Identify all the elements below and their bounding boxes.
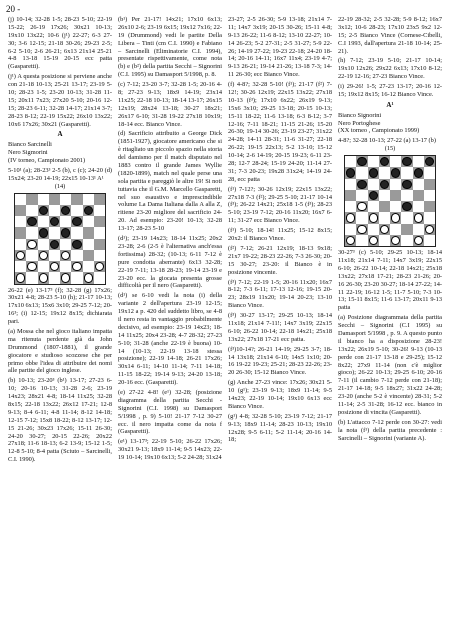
board-square	[413, 212, 424, 223]
board-square	[401, 156, 412, 167]
note-i: (i) 29-26! 1-5; 27-23 13-17; 20-16 12-15; 19x12 8x15; 16-12 Bianco Vince.	[338, 83, 442, 99]
black-piece	[84, 206, 93, 215]
board-square	[368, 156, 379, 167]
note-g1-cont: 22-19 28-32; 2-5 32-28; 5-9 8-12; 16x7 3x12; 10-6 28-23; 17x10 23x5 9x2 12-15; 2-5 Bianco Vince (Cornese-Cibelli, C.I 1993, dall'apertura 21-18 10-14; 25-21).	[338, 16, 442, 55]
note-f3: (f³) 7-12; 22-19 1-5; 20-16 11x20; 16x7 8-12; 7-3 6-11; 17-13 12-16; 19-15 20-23; 28x19 11x20; 19-14 20-23; 13-10 Bianco Vince.	[228, 278, 332, 310]
white-piece	[380, 225, 389, 234]
board-square	[60, 216, 71, 227]
note-b: (b) 10-13; 23-20³ (b¹) 13-17; 27-23 6-10; 20-16 10-13; 31-28 2-6; 23-19 14x23; 28x21 4-8; 18-14 11x25; 32-28 8x15; 22-18 13x22; 26x12 17-21; 12-8 9-13; 8-4 6-11; 4-8 11-14; 8-12 14-18; 12-15 7-12; 15x8 18-22; 8-12 13-17; 12-15 21-26; 30x23 17x26; 15-11 26-30; 24-20 30-27; 20-15 22-26; 20x22 27x18; 11-6 18-13; 6-2 13-9; 15-12 1-5; 12-8 5-10; 8-4 patta (Sciuto – Sarcinelli, C.I. 1990).	[8, 377, 112, 464]
board-square	[94, 216, 105, 227]
board-square	[356, 212, 367, 223]
white-piece	[369, 236, 378, 245]
board-square	[26, 239, 37, 250]
board-square	[94, 194, 105, 205]
white-piece	[357, 225, 366, 234]
black-piece	[39, 206, 48, 215]
column-2	[118, 16, 222, 462]
board-square	[401, 190, 412, 201]
board-square	[26, 261, 37, 272]
column-3	[228, 16, 332, 444]
black-piece	[50, 240, 59, 249]
board-square	[368, 167, 379, 178]
board-square	[413, 201, 424, 212]
black-piece	[414, 168, 423, 177]
board-square	[379, 224, 390, 235]
black-piece	[369, 191, 378, 200]
board-square	[49, 239, 60, 250]
board-square	[71, 250, 82, 261]
white-piece	[346, 213, 355, 222]
white-piece	[72, 262, 81, 271]
black-piece	[425, 157, 434, 166]
note-j1: (j¹) A questa posizione si perviene anche con 21-18 10-13; 25-21 13-17; 23-19 5-10; 28-23 1-5; 23-20 10-13; 31-28 11-15; 20x11 7x23; 27x20 5-10; 20-16 12-15; 28-23 6-11; 32-28 14-17; 21x14 3-7; 28-23 8-12; 22-19 15x22; 26x10 13x22; 10x6 17x26; 30x21 (Gasparetti).	[8, 73, 112, 128]
board-square	[424, 212, 435, 223]
board-square	[38, 216, 49, 227]
board-square	[379, 190, 390, 201]
board-square	[15, 216, 26, 227]
note-d-cont: (d¹); 23-19 14x23; 18-14 11x25; 20x2 23-28; 2-6 (2-5 è l'alternativa anch'essa fortissima) 28-32; (10-13; 6-11 7-12 è pure condotta aberrante) 6x13 32-28; 22-19 7-11; 13-18 28-23; 19-14 23-19 e 23-20 ecc. la giocata presenta grosse difficoltà per il nero (Gasparetti).	[118, 235, 222, 290]
black-piece	[50, 217, 59, 226]
board-square	[390, 167, 401, 178]
white-piece	[425, 225, 434, 234]
board-square	[345, 167, 356, 178]
board-square	[424, 201, 435, 212]
note-a: (a) Mossa che nel gioco italiano impatta ma ritenuta perdente già da John Drummond (1807-1881), il grande giocatore e studioso scozzese che per primo obbe l'idea di attribuire dei nomi alle partite del gioco inglese.	[8, 327, 112, 375]
checkers-board-14	[14, 193, 106, 285]
note-j: (j) 10-14; 32-28 1-5; 28-23 5-10; 22-19 15-22; 26-19 17x26; 30x21 10-13; 19x10 13x22; 10-6 (j¹) 22-27; 6-3 27-30; 3-6 12-15; 21-18 30-26; 29-23 2-5; 6-2 5-10; 2-6 26-21; 6x13 21x14 25-21 4-8 13-18 15-19 20-15 ecc patta (Gasparetti).	[8, 16, 112, 71]
white-piece	[95, 262, 104, 271]
diagram-number: (15)	[384, 145, 396, 153]
board-square	[60, 272, 71, 283]
white-piece	[39, 251, 48, 260]
board-square	[15, 250, 26, 261]
board-square	[390, 224, 401, 235]
white-piece	[61, 273, 70, 282]
board-square	[83, 227, 94, 238]
board-square	[390, 156, 401, 167]
board-square	[379, 156, 390, 167]
note-c: (c) 7-12; 23-20 3-7; 32-28 1-5; 20-16 4-8; 27-23 9-13; 18x9 14-19; 23x14 11x25; 22-18 10-13; 18-14 13-17; 26x15 12x19; 28x24 13-18; 30-27 18x21; 26x17 6-10; 31-28 19-22 27x18 10x19; 18-14 ecc. Bianco Vince.	[118, 81, 222, 128]
board-square	[413, 167, 424, 178]
board-square	[379, 167, 390, 178]
black-piece	[61, 206, 70, 215]
note-b: (b) L'attacco 7-12 perde con 30-27: vedi la nota (f¹) della partita precedente : Sarcinelli – Signorini (variante A).	[338, 418, 442, 442]
board-square	[379, 212, 390, 223]
board-square	[345, 179, 356, 190]
white-piece	[414, 213, 423, 222]
note-d1: (d¹) se 6-10 vedi la nota (i) della variante 2 dell'apertura 23-19 12-15; 19x12 a p. 420 del suddetto libro, se 4-8 il nero resta in vantaggio probabilmente decisivo, ad esempio: 23-19 14x23; 18-14 11x25; 20x4 23-28; 4-7 28-32; 27-23 5-10; 31-28 (anche 22-19 è buona) 10-14 (10-13; 22-19 13-18 stessa posizione); 22-19 14-18; 26-21 17x26; 30x14 6-11; 14-10 11-14; 7-11 14-18; 11-15 18-22; 19-14 9-13; 24-20 13-18; 20-16 ecc. (Gasparetti).	[118, 292, 222, 387]
board-square	[413, 235, 424, 246]
board-square	[15, 261, 26, 272]
board-square	[413, 190, 424, 201]
column-4	[338, 16, 442, 442]
board-square	[83, 261, 94, 272]
white-piece	[346, 236, 355, 245]
event-info: (XX torneo , Campionato 1999)	[338, 127, 420, 135]
board-square	[49, 205, 60, 216]
game-header-a	[8, 130, 112, 139]
board-square	[71, 205, 82, 216]
game-moves-continued: 26-22 (e) 13-17³ (f); 32-28 (g) 17x26; 30x21 4-8; 28-23 5-10 (h); 21-17 10-13; 17x10 6x13; 15x6 3x10; 29-25 7-12; 20-16³; (i) 12-15; 19x12 8x15; dichiarata pari.	[8, 286, 112, 326]
black-piece	[61, 228, 70, 237]
board-square	[424, 179, 435, 190]
board-square	[15, 205, 26, 216]
note-g1: (g¹) 4-8; 32-28 5-10; 23-19 7-12; 21-17 9-13; 18x9 11-14; 28-23 10-13; 19x10 12x28; 9-5 6-11; 5-2 11-14; 20-16 14-18;	[228, 412, 332, 444]
board-square	[15, 272, 26, 283]
note-f2: (f²) 7-12; 26-21 12x19; 18-13 9x18; 21x7 19-22; 28-23 22-26; 7-3 26-30; 20-15 30-27; 23-20: il Bianco è in posizione vincente.	[228, 244, 332, 276]
board-square	[71, 239, 82, 250]
column-1	[8, 16, 112, 464]
white-piece	[27, 240, 36, 249]
black-piece	[402, 202, 411, 211]
note-e1: (e¹) 13-17³; 22-19 5-10; 26-22 17x26; 30x21 9-13; 18x9 11-14; 9-5 14x23; 22-19 10-14; 19x10 6x13; 5-2 24-28; 31x24	[118, 438, 222, 462]
board-square	[390, 201, 401, 212]
white-player: Bianco Sarcinelli	[8, 141, 52, 149]
board-square	[345, 224, 356, 235]
board-square	[49, 227, 60, 238]
note-f1: (f¹) 7-12?; 30-26 12x19; 22x15 13x22; 27x18 7-3 (f²); 29-25 5-10; 21-17 10-14 (f³); 26-22 14x21; 25x18 1-5 (f³); 28-23 5-10; 23-19 7-12; 20-16 11x20; 16x7 6-11; 31-27 ecc Bianco Vince.	[228, 185, 332, 225]
note-f3c: (f³)10-14?; 26-21 14-19; 29-25 3-7; 18-14 13x18; 21x14 6-10; 14x5 1x10; 20-16 19-22 19-23; 25-21; 28-23 22-26; 23-20 26-30; 15-12 Bianco Vince.	[228, 345, 332, 377]
board-square	[71, 272, 82, 283]
board-square	[345, 190, 356, 201]
board-square	[413, 179, 424, 190]
note-e1-cont: 23-27; 2-5 26-30; 5-9 13-18; 21x14 7-11; 14x7 3x19; 20-15 30-26; 15-11 4-8; 9-13 26-22; 11-6 8-12; 13-10 22-27; 10-14 26-23; 5-2 27-31; 2-5 31-27; 5-9 22-26; 14-19 27-22; 19-23 22-18; 24-20 18-14; 20-16 14-11; 16x7 11x4; 23-19 4-7; 9-13 26-21; 19-14 21-26; 13-18 7-3; 14-11 26-30; ecc Bianco Vince.	[228, 16, 332, 79]
board-square	[368, 224, 379, 235]
board-square	[38, 227, 49, 238]
board-square	[345, 156, 356, 167]
board-square	[345, 235, 356, 246]
note-f1b: (f¹) 5-10; 18-14! 11x25; 15-12 8x15; 20x2: il Bianco Vince.	[228, 227, 332, 243]
black-piece	[72, 217, 81, 226]
board-square	[401, 167, 412, 178]
board-square	[49, 194, 60, 205]
game-header-a1	[338, 101, 442, 110]
board-square	[401, 235, 412, 246]
note-d: (d) Sacrificio attribuito a George Dick (1851-1927), giocatore americano che si è ritagliato un piccolo spazio nella storia del damismo per il match disputato nel 1883 contro il grande James Wyllie (1820-1899), match nel quale perse una sola partita e pareggiò le altre 19! Si noti tuttavia che il G.M. Marcello Gasparetti, nel suo esaustivo e imprescindibile volume La Dama Italiana dalla A alla Z, ritiene 23-20 migliore del sacrificio 24-20. Ad esempio: 23-20! 10-13; 32-28 13-17; 28-23 5-10	[118, 130, 222, 233]
board-square	[38, 239, 49, 250]
board-square	[94, 272, 105, 283]
board-square	[401, 224, 412, 235]
white-player: Bianco Signorini	[338, 111, 382, 119]
white-piece	[16, 251, 25, 260]
board-square	[94, 205, 105, 216]
white-piece	[369, 213, 378, 222]
game-moves-continued: 30-27³ (c) 5-10; 29-25 10-13; 18-14 11x18; 21x14 7-11; 14x7 3x19; 22x15 6-10; 26-22 10-14; 22-18 14x21; 25x18 13x22; 27x18 17-21; 28-23 21-26; 20-16 26-30; 23-20 30-27; 18-14 27-22; 14-11 22-19; 16-12 1-5; 11-7 5-10; 7-3 10-13; 15-11 8x15; 11-6 13-17; 20x11 9-13 patta	[338, 249, 442, 312]
board-square	[94, 239, 105, 250]
board-square	[60, 250, 71, 261]
board-square	[15, 239, 26, 250]
board-square	[356, 179, 367, 190]
game-moves: 4-8?; 32-28 10-13; 27-22 (a) 13-17 (b)	[338, 137, 436, 145]
white-piece	[391, 213, 400, 222]
white-piece	[50, 262, 59, 271]
board-square	[49, 272, 60, 283]
board-square	[356, 167, 367, 178]
black-piece	[72, 240, 81, 249]
board-square	[38, 205, 49, 216]
board-square	[413, 156, 424, 167]
event-info: (IV torneo, Campionato 2001)	[8, 156, 86, 164]
board-square	[356, 190, 367, 201]
board-square	[71, 261, 82, 272]
board-square	[83, 239, 94, 250]
board-square	[60, 205, 71, 216]
black-piece	[357, 157, 366, 166]
black-piece	[346, 168, 355, 177]
board-square	[413, 224, 424, 235]
game-mark: A	[57, 130, 63, 139]
board-square	[379, 179, 390, 190]
board-square	[26, 227, 37, 238]
board-square	[379, 235, 390, 246]
board-square	[390, 179, 401, 190]
board-square	[368, 179, 379, 190]
board-square	[38, 272, 49, 283]
board-square	[401, 212, 412, 223]
board-square	[94, 227, 105, 238]
black-piece	[380, 180, 389, 189]
board-square	[49, 216, 60, 227]
board-square	[401, 179, 412, 190]
board-square	[15, 194, 26, 205]
board-square	[356, 235, 367, 246]
note-f3b: (f³) 30-27 13-17; 29-25 10-13; 18-14 11x18; 21x14 7-11!; 14x7 3x19; 22x15 6-10; 26-22 10-14; 22-18 14x21; 25x18 13x22; 27x18 17-21 ecc patta.	[228, 312, 332, 343]
note-b1: (b¹) Per 21-17! 14x21; 17x10 6x13; 26x10 2-6; 23-19 6x15; 19x12 7x16; 22-19 (Drummond) vedi le partite Della Libera – Tinti (cm C.I. 1990) e Fabiano – Sarcinelli (Eliminatorie C.I. 1994), presentate rispettivamente, come nota (b) e (b²) della partita Secchi – Signorini (C.I. 1995) su Damasport 5/1998, p. 8.	[118, 16, 222, 79]
black-piece	[369, 168, 378, 177]
board-square	[94, 261, 105, 272]
board-square	[26, 205, 37, 216]
board-square	[345, 201, 356, 212]
board-square	[83, 194, 94, 205]
black-player: Nero Sigmorini	[8, 149, 48, 157]
board-square	[71, 216, 82, 227]
note-a: (a) Posizione diagrammata della partita Secchi – Signorini (C.I 1995) su Damasport 5/1998 , p. 9. A questo punto il bianco ha a disposizione 28-23! 13x22; 26x19 5-10; 30-26! 9-13 (10-13 perde con 21-17 13-18 e 29-25); 15-12 8x22; 27x9 11-14 (non c'è miglior gioco); 26-22 10-13; 29-25 6-10; 20-16 7-11 (il cambio 7-12 perde con 21-18); 21-17 14-18; 9-5 18x27; 31x22 24-28; 23-20 (anche 5-2 è vincente) 28-31; 5-2 11-14; 2-5 31-28; 16-12 ecc. bianco in posizione di vincita (Gasparetti).	[338, 314, 442, 416]
board-square	[15, 227, 26, 238]
board-square	[368, 201, 379, 212]
board-square	[26, 216, 37, 227]
board-square	[83, 205, 94, 216]
white-piece	[84, 273, 93, 282]
board-square	[424, 190, 435, 201]
board-square	[60, 194, 71, 205]
board-square	[390, 212, 401, 223]
board-square	[83, 272, 94, 283]
board-square	[71, 227, 82, 238]
board-square	[26, 272, 37, 283]
diagram-number: (14)	[54, 182, 66, 190]
white-piece	[357, 202, 366, 211]
black-piece	[27, 217, 36, 226]
white-piece	[61, 251, 70, 260]
board-square	[60, 239, 71, 250]
board-square	[368, 235, 379, 246]
game-mark: A¹	[386, 100, 394, 109]
black-piece	[402, 180, 411, 189]
board-square	[94, 250, 105, 261]
board-square	[60, 261, 71, 272]
board-square	[424, 224, 435, 235]
board-square	[368, 212, 379, 223]
black-piece	[380, 157, 389, 166]
board-square	[401, 201, 412, 212]
board-square	[26, 250, 37, 261]
board-square	[356, 224, 367, 235]
board-square	[60, 227, 71, 238]
board-square	[49, 261, 60, 272]
black-player: Nero Portoghese	[338, 119, 381, 127]
board-square	[379, 201, 390, 212]
game-moves: 5-10¹ (a); 28-23³ 2-5 (b), c (c); 24-20 (d) 15x24; 23-20 14-19; 22x15 10-13¹ A¹	[8, 166, 112, 182]
board-square	[83, 216, 94, 227]
black-piece	[402, 157, 411, 166]
black-piece	[391, 168, 400, 177]
black-piece	[39, 228, 48, 237]
board-square	[38, 250, 49, 261]
board-square	[38, 261, 49, 272]
board-square	[71, 194, 82, 205]
checkers-board-15	[344, 155, 436, 247]
board-square	[38, 194, 49, 205]
note-g: (g) Anche 27-23 vince: 17x26; 30x21 5-10 (g¹); 23-19 9-13; 18x9 11-14; 9-5 14x23; 22-19 10-14; 19x10 6x13 ecc Bianco Vince.	[228, 379, 332, 410]
board-square	[49, 250, 60, 261]
board-square	[26, 194, 37, 205]
board-square	[424, 167, 435, 178]
board-square	[424, 235, 435, 246]
board-square	[345, 212, 356, 223]
note-h: (h) 7-12; 23-19 5-10; 21-17 10-14; 19x10 12x26; 29x22 6x13; 17x10 8-12; 22-19 12-16; 27-23 Bianco Vince.	[338, 57, 442, 81]
white-piece	[391, 236, 400, 245]
white-piece	[39, 273, 48, 282]
white-piece	[414, 236, 423, 245]
note-f: (f) 4-8?; 32-28 5-10! (f¹); 21-17 (f²) 7-12!; 30-26 12x19; 22x15 13x22; 27x18 10-13 (f³); 17x10 6x22; 26x19 9-13; 15x6 3x10; 29-25 13-18; 20-15 10-13; 15-11 18-22; 11-6 13-18; 6-3 8-12; 3-7 12-16; 7-11 18-21; 11-15 21-26; 15-20 26-30; 19-14 30-26; 23-19 23-27; 31x22 24-28; 14-11 28-31; 11-6 31-27; 22-18 26-22; 19-15 22x13; 5-2 13-10; 15-12 10-14; 2-6 14-19; 20-15 19-23; 6-11 23-28; 12-7 28-24; 15-19 24-20; 11-14 27-31; 7-3 20-23; 19x28 31x24; 14-19 24-28, ecc patta	[228, 81, 332, 183]
white-piece	[27, 262, 36, 271]
white-piece	[16, 273, 25, 282]
board-square	[390, 190, 401, 201]
board-square	[390, 235, 401, 246]
black-piece	[357, 180, 366, 189]
board-square	[368, 190, 379, 201]
board-square	[424, 156, 435, 167]
page-number: 20 -	[6, 4, 21, 14]
note-e: (e) 27-22 4-8! (e¹) 32-28; (posizione diagramma della partita Secchi - Signorini (C.I. 1998) su Damasport 5/1998 , p. 9) 5-10! 21-17 7-12 30-27 ecc. il nero impatta come da nota f (Gasparetti).	[118, 388, 222, 436]
board-square	[356, 201, 367, 212]
board-square	[83, 250, 94, 261]
board-square	[356, 156, 367, 167]
